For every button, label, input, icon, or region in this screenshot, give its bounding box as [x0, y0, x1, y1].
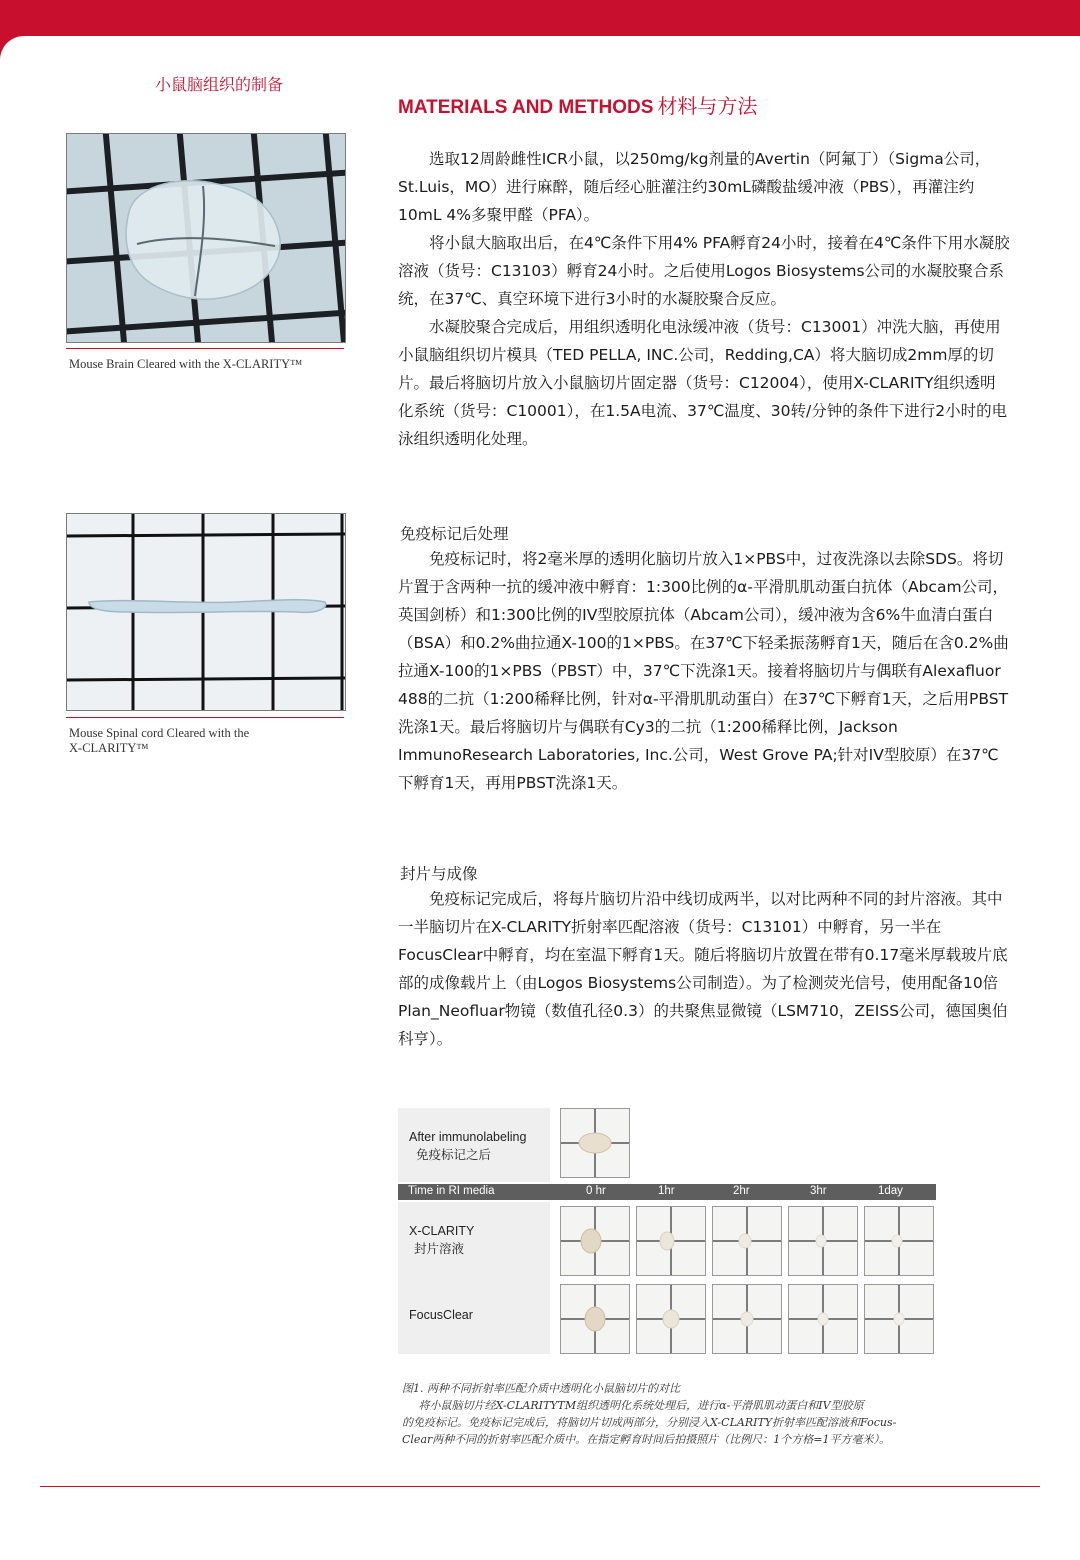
page-header: [398, 90, 757, 119]
row1-label-cn: 封片溶液: [414, 1242, 465, 1256]
thumb-xclarity-2hr: [712, 1206, 782, 1276]
top-banner: [0, 0, 1080, 36]
thumb-focusclear-1day: [864, 1284, 934, 1354]
spinal-caption-line1: Mouse Spinal cord Cleared with the: [69, 726, 250, 740]
spinal-cord-photo: [66, 513, 346, 711]
thumb-xclarity-1day: [864, 1206, 934, 1276]
section1-paragraph-3: 水凝胶聚合完成后，用组织透明化电泳缓冲液（货号：C13001）冲洗大脑，再使用小鼠脑组织切片模具（TED PELLA, INC.公司，Redding,CA）将大脑切成2mm厚的切片。最后将脑切片放入小鼠脑切片固定器（货号：C12004），使用X-CLARITY组织透明化系统（货号：C10001），在1.5A电流、37℃温度、30转/分钟的条件下进行2小时的电泳组织透明化处理。: [398, 318, 1008, 448]
spinal-caption: [69, 726, 249, 756]
section1-body: [398, 145, 1010, 453]
time-3hr: 3hr: [810, 1185, 827, 1197]
spinal-caption-line2: X-CLARITY™: [69, 741, 149, 755]
thumb-focusclear-0hr: [560, 1284, 630, 1354]
figure-1: [398, 1106, 938, 1354]
thumb-xclarity-0hr: [560, 1206, 630, 1276]
thumb-xclarity-3hr: [788, 1206, 858, 1276]
thumb-after: [560, 1108, 630, 1178]
time-2hr: 2hr: [733, 1185, 750, 1197]
time-1hr: 1hr: [658, 1185, 675, 1197]
bottom-rule: [40, 1486, 1040, 1487]
thumb-focusclear-1hr: [636, 1284, 706, 1354]
section1-paragraph-2: 将小鼠大脑取出后，在4℃条件下用4% PFA孵育24小时，接着在4℃条件下用水凝胶溶液（货号：C13103）孵育24小时。之后使用Logos Biosystems公司的水凝胶聚合系统，在37℃、真空环境下进行3小时的水凝胶聚合反应。: [398, 234, 1010, 308]
after-label-cn: 免疫标记之后: [416, 1148, 492, 1162]
after-label-en: After immunolabeling: [409, 1130, 527, 1144]
mouse-brain-photo: [66, 133, 346, 343]
after-label-panel: [398, 1108, 550, 1182]
brain-caption: Mouse Brain Cleared with the X-CLARITY™: [69, 357, 303, 371]
row-labels-panel: [398, 1202, 550, 1354]
figure-caption-line2: 的免疫标记。免疫标记完成后，将脑切片切成两部分，分别浸入X-CLARITY折射率匹配溶液和Focus-: [402, 1416, 897, 1429]
section2-heading: 免疫标记后处理: [400, 525, 509, 543]
figure-caption: [402, 1380, 1042, 1448]
section1-paragraph-1: 选取12周龄雌性ICR小鼠，以250mg/kg剂量的Avertin（阿氟丁）（Sigma公司，St.Luis，MO）进行麻醉，随后经心脏灌注约30mL磷酸盐缓冲液（PBS），再灌注约10mL 4%多聚甲醛（PFA）。: [398, 150, 991, 224]
header-title-cn: 材料与方法: [657, 94, 758, 118]
top-banner-curve: [0, 36, 24, 60]
thumb-xclarity-1hr: [636, 1206, 706, 1276]
spinal-caption-rule: [66, 717, 344, 718]
row2-label-en: FocusClear: [409, 1308, 473, 1322]
row1-label-en: X-CLARITY: [409, 1224, 475, 1238]
brain-caption-rule: [66, 348, 344, 349]
section3-body: [398, 885, 1010, 1053]
figure-caption-line1: 将小鼠脑切片经X-CLARITYTM组织透明化系统处理后，进行α-平滑肌肌动蛋白和IV型胶原: [418, 1399, 864, 1412]
figure-caption-line3: Clear两种不同的折射率匹配介质中。在指定孵育时间后拍摄照片（比例尺：1个方格=1平方毫米）。: [402, 1433, 890, 1446]
section3-heading: 封片与成像: [400, 865, 478, 883]
thumb-focusclear-3hr: [788, 1284, 858, 1354]
section2-paragraph: 免疫标记时，将2毫米厚的透明化脑切片放入1×PBS中，过夜洗涤以去除SDS。将切片置于含两种一抗的缓冲液中孵育：1:300比例的α-平滑肌肌动蛋白抗体（Abcam公司，英国剑桥）和1:300比例的IV型胶原抗体（Abcam公司），缓冲液为含6%牛血清白蛋白（BSA）和0.2%曲拉通X-100的1×PBS。在37℃下轻柔振荡孵育1天，随后在含0.2%曲拉通X-100的1×PBS（PBST）中，37℃下洗涤1天。接着将脑切片与偶联有Alexafluor 488的二抗（1:200稀释比例，针对α-平滑肌肌动蛋白）在37℃下孵育1天，之后用PBST洗涤1天。最后将脑切片与偶联有Cy3的二抗（1:200稀释比例，Jackson ImmunoResearch Laboratories, Inc.公司，West Grove PA;针对IV型胶原）在37℃下孵育1天，再用PBST洗涤1天。: [398, 550, 1009, 792]
header-title-en: MATERIALS AND METHODS: [398, 97, 654, 118]
thumb-focusclear-2hr: [712, 1284, 782, 1354]
time-0hr: 0 hr: [586, 1185, 606, 1197]
time-bar: [398, 1184, 936, 1200]
section2-body: [398, 545, 1010, 797]
time-bar-label: Time in RI media: [408, 1185, 495, 1197]
section-title: 小鼠脑组织的制备: [155, 75, 284, 94]
section3-paragraph: 免疫标记完成后，将每片脑切片沿中线切成两半，以对比两种不同的封片溶液。其中一半脑切片在X-CLARITY折射率匹配溶液（货号：C13101）中孵育，另一半在FocusClear中孵育，均在室温下孵育1天。随后将脑切片放置在带有0.17毫米厚载玻片底部的成像载片上（由Logos Biosystems公司制造）。为了检测荧光信号，使用配备10倍Plan_Neofluar物镜（数值孔径0.3）的共聚焦显微镜（LSM710，ZEISS公司，德国奥伯科亨）。: [398, 890, 1008, 1048]
time-1day: 1day: [878, 1185, 903, 1197]
figure-caption-title: 图1. 两种不同折射率匹配介质中透明化小鼠脑切片的对比: [402, 1382, 680, 1395]
